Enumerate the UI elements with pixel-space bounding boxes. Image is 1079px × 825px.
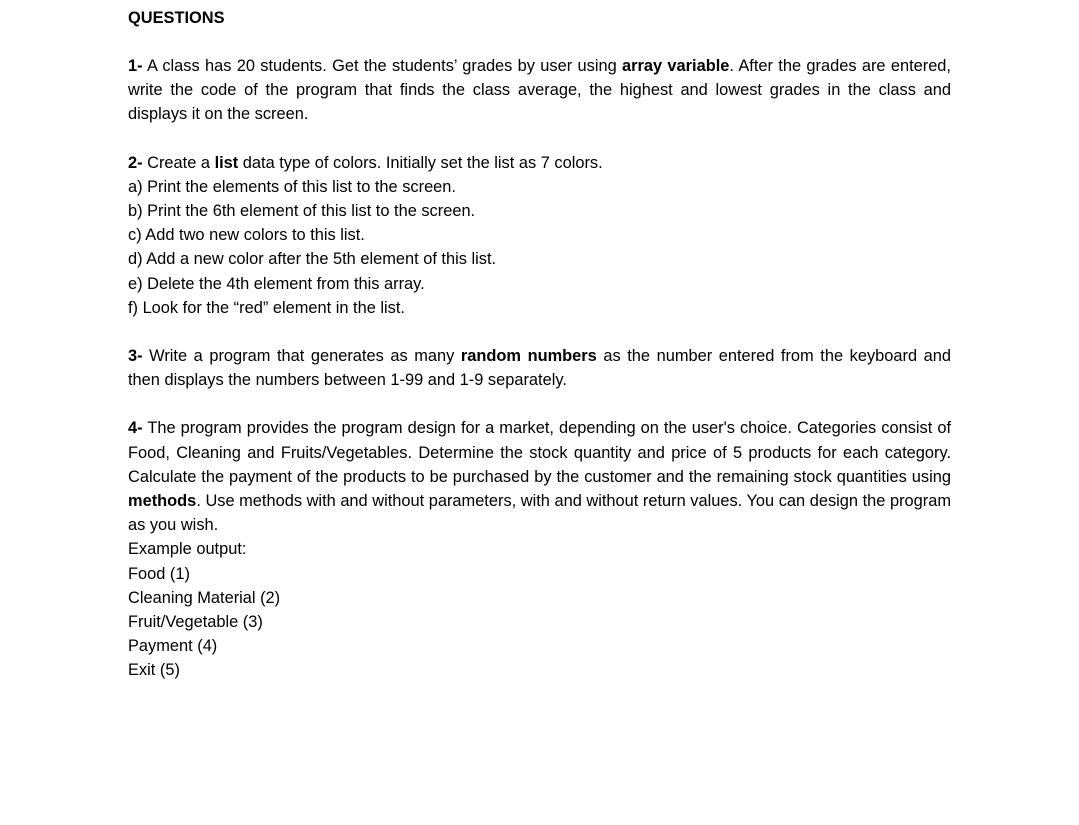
question-2-text-part-1: Create a xyxy=(142,153,215,172)
question-4 xyxy=(128,416,951,682)
page-title: QUESTIONS xyxy=(128,9,225,27)
question-1-text-part-1: A class has 20 students. Get the students’ grades by user using xyxy=(142,57,623,75)
document-page xyxy=(128,6,951,707)
question-2-keyword: list xyxy=(214,153,239,172)
menu-option-fruit-vegetable: Fruit/Vegetable (3) xyxy=(128,613,263,632)
question-4-text xyxy=(128,416,951,537)
question-1-number: 1- xyxy=(128,57,143,75)
question-2-item-b: b) Print the 6th element of this list to the screen. xyxy=(128,202,476,221)
question-2-item-e: e) Delete the 4th element from this array. xyxy=(128,274,425,293)
menu-option-cleaning: Cleaning Material (2) xyxy=(128,588,281,607)
question-2-text xyxy=(128,151,951,175)
question-2-item-f: f) Look for the “red” element in the list. xyxy=(128,298,405,317)
question-4-text-part-2: . Use methods with and without parameters, with and without return values. You can design the program as you wish. xyxy=(128,492,951,535)
question-1 xyxy=(128,54,951,127)
question-2 xyxy=(128,151,951,320)
question-4-keyword: methods xyxy=(128,492,197,511)
example-output-label: Example output: xyxy=(128,540,247,559)
question-2-text-part-2: data type of colors. Initially set the list as 7 colors. xyxy=(238,153,603,172)
question-1-text xyxy=(128,54,951,127)
question-4-number: 4- xyxy=(128,419,143,438)
menu-option-food: Food (1) xyxy=(128,564,190,583)
question-2-item-a: a) Print the elements of this list to the screen. xyxy=(128,177,456,196)
question-3-keyword: random numbers xyxy=(460,347,597,366)
menu-option-payment: Payment (4) xyxy=(128,637,218,656)
question-4-text-part-1: The program provides the program design for a market, depending on the user's choice. Categories consist of Food, Cleaning and Fruits/Vegetables. Determine the stock quantity and price of 5 products for each category. Calculate the payment of the products to be purchased by the customer and the remaining stock quantities using xyxy=(128,419,951,486)
question-3 xyxy=(128,344,951,392)
question-1-text-part-2: . After the grades are entered, write the code of the program that finds the class average, the highest and lowest grades in the class and displays it on the screen. xyxy=(128,57,951,124)
question-3-text-part-1: Write a program that generates as many xyxy=(142,347,461,366)
question-1-keyword: array variable xyxy=(622,57,730,75)
question-2-item-c: c) Add two new colors to this list. xyxy=(128,226,365,245)
question-3-number: 3- xyxy=(128,347,143,366)
question-3-text xyxy=(128,344,951,392)
question-2-number: 2- xyxy=(128,153,143,172)
question-3-text-part-2: as the number entered from the keyboard and then displays the numbers between 1-99 and 1-9 separately. xyxy=(128,347,951,390)
question-2-item-d: d) Add a new color after the 5th element of this list. xyxy=(128,250,497,269)
menu-option-exit: Exit (5) xyxy=(128,661,180,680)
